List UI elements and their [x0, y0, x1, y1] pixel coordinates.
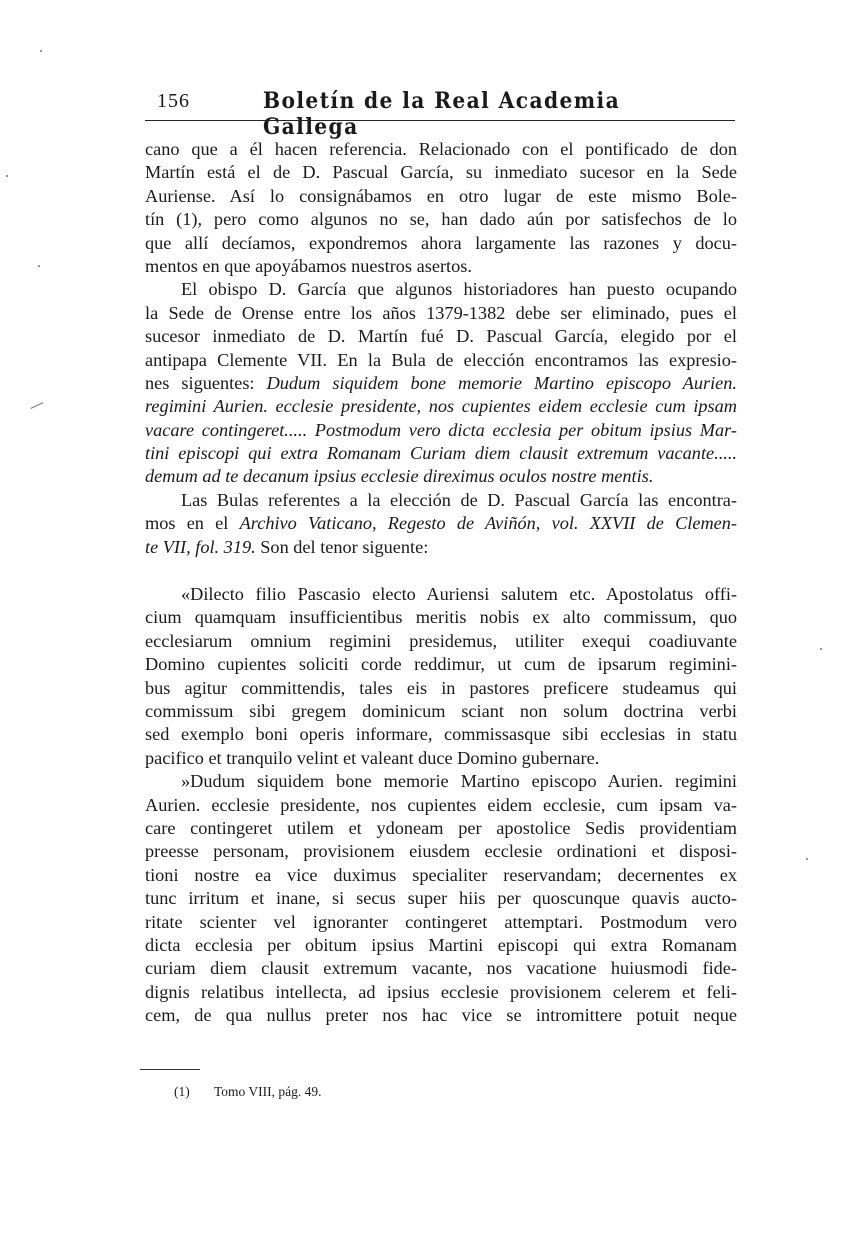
text-line: preesse personam, provisionem eiusdem ecclesie ordinationi et disposi-	[145, 841, 737, 862]
footnote-marker: (1)	[174, 1084, 190, 1099]
text-run: mos en el	[145, 513, 229, 534]
scan-speck	[38, 265, 40, 267]
footnote	[174, 1084, 322, 1100]
text-line: El obispo D. García que algunos historiadores han puesto ocupando	[181, 279, 737, 300]
spacer	[145, 559, 737, 583]
text-line: ritate scienter vel ignoranter contingeret attemptari. Postmodum vero	[145, 911, 737, 932]
quoted-paragraph	[145, 583, 737, 770]
text-line: tioni nostre ea vice duximus specialiter reservandam; decernentes ex	[145, 864, 737, 885]
text-line: pacifico et tranquilo velint et valeant duce Domino gubernare.	[145, 747, 600, 768]
text-line: la Sede de Orense entre los años 1379-1382 debe ser eliminado, pues el	[145, 302, 737, 323]
text-line: tunc irritum et inane, si secus super hiis per quoscunque quavis aucto-	[145, 888, 737, 909]
text-line: »Dudum siquidem bone memorie Martino episcopo Aurien. regimini	[181, 771, 737, 792]
text-line: commissum sibi gregem dominicum sciant non solum doctrina verbi	[145, 700, 737, 721]
page-number: 156	[157, 90, 190, 112]
latin-quote-line: vacare contingeret..... Postmodum vero dicta ecclesia per obitum ipsius Mar-	[145, 419, 737, 440]
text-line: Martín está el de D. Pascual García, su inmediato sucesor en la Sede	[145, 162, 737, 183]
text-line: ecclesiarum omnium regimini presidemus, utiliter exequi coadiuvante	[145, 630, 737, 651]
text-line: care contingeret utilem et ydoneam per apostolice Sedis providentiam	[145, 817, 737, 838]
scan-speck	[820, 648, 822, 650]
text-line: dicta ecclesia per obitum ipsius Martini episcopi qui extra Romanam	[145, 934, 737, 955]
text-line: curiam diem clausit extremum vacante, nos vacatione huiusmodi fide-	[145, 958, 737, 979]
header-rule	[145, 120, 735, 121]
scan-speck	[30, 402, 43, 409]
text-run: Son del tenor siguente:	[260, 536, 429, 557]
latin-quote-line: demum ad te decanum ipsius ecclesie direximus oculos nostre mentis.	[145, 466, 654, 487]
citation: te VII, fol. 319.	[145, 536, 256, 557]
latin-quote: Dudum siquidem bone memorie Martino episcopo Aurien.	[266, 372, 737, 393]
text-line: sed exemplo boni operis informare, commissasque sibi ecclesias in statu	[145, 724, 737, 745]
body-text	[145, 138, 737, 1027]
text-line: cem, de qua nullus preter nos hac vice se intromittere potuit neque	[145, 1005, 737, 1026]
text-line: Auriense. Así lo consignábamos en otro lugar de este mismo Bole-	[145, 185, 737, 206]
text-line: cium quamquam insufficientibus meritis nobis ex alto commissum, quo	[145, 607, 737, 628]
text-line	[145, 536, 737, 559]
paragraph	[145, 278, 737, 489]
text-line: cano que a él hacen referencia. Relacionado con el pontificado de don	[145, 139, 737, 159]
page-header	[145, 88, 735, 140]
text-line: dignis relatibus intellecta, ad ipsius ecclesie provisionem celerem et feli-	[145, 981, 737, 1002]
text-line: antipapa Clemente VII. En la Bula de elección encontramos las expresio-	[145, 349, 737, 370]
text-line: Las Bulas referentes a la elección de D. Pascual García las encontra-	[181, 489, 737, 510]
text-line: que allí decíamos, expondremos ahora largamente las razones y docu-	[145, 232, 737, 253]
text-line: «Dilecto filio Pascasio electo Auriensi salutem etc. Apostolatus offi-	[181, 584, 737, 605]
text-line	[145, 372, 737, 395]
text-line: Aurien. ecclesie presidente, nos cupientes eidem ecclesie, cum ipsam va-	[145, 794, 737, 815]
text-run: nes siguentes:	[145, 372, 255, 393]
text-line: mentos en que apoyábamos nuestros asertos.	[145, 255, 472, 276]
scan-speck	[806, 858, 808, 860]
scan-speck	[40, 50, 42, 52]
footnote-rule	[140, 1069, 200, 1070]
running-title: Boletín de la Real Academia Gallega	[263, 88, 621, 140]
text-line: tín (1), pero como algunos no se, han dado aún por satisfechos de lo	[145, 209, 737, 230]
quoted-paragraph	[145, 770, 737, 1027]
latin-quote-line: tini episcopi qui extra Romanam Curiam diem clausit extremum vacante.....	[145, 443, 737, 464]
text-line: bus agitur committendis, tales eis in pastores preficere studeamus qui	[145, 677, 737, 698]
latin-quote-line: regimini Aurien. ecclesie presidente, nos cupientes eidem ecclesie cum ipsam	[145, 396, 737, 417]
footnote-text: Tomo VIII, pág. 49.	[214, 1084, 322, 1099]
citation: Archivo Vaticano, Regesto de Aviñón, vol. XXVII de Clemen-	[239, 513, 738, 534]
text-line: Domino cupientes soliciti corde reddimur, ut cum de ipsarum regimini-	[145, 654, 737, 675]
paragraph	[145, 489, 737, 559]
text-line: sucesor inmediato de D. Martín fué D. Pascual García, elegido por el	[145, 326, 737, 347]
scan-speck	[6, 175, 8, 177]
text-line	[145, 512, 737, 535]
paragraph	[145, 138, 737, 278]
